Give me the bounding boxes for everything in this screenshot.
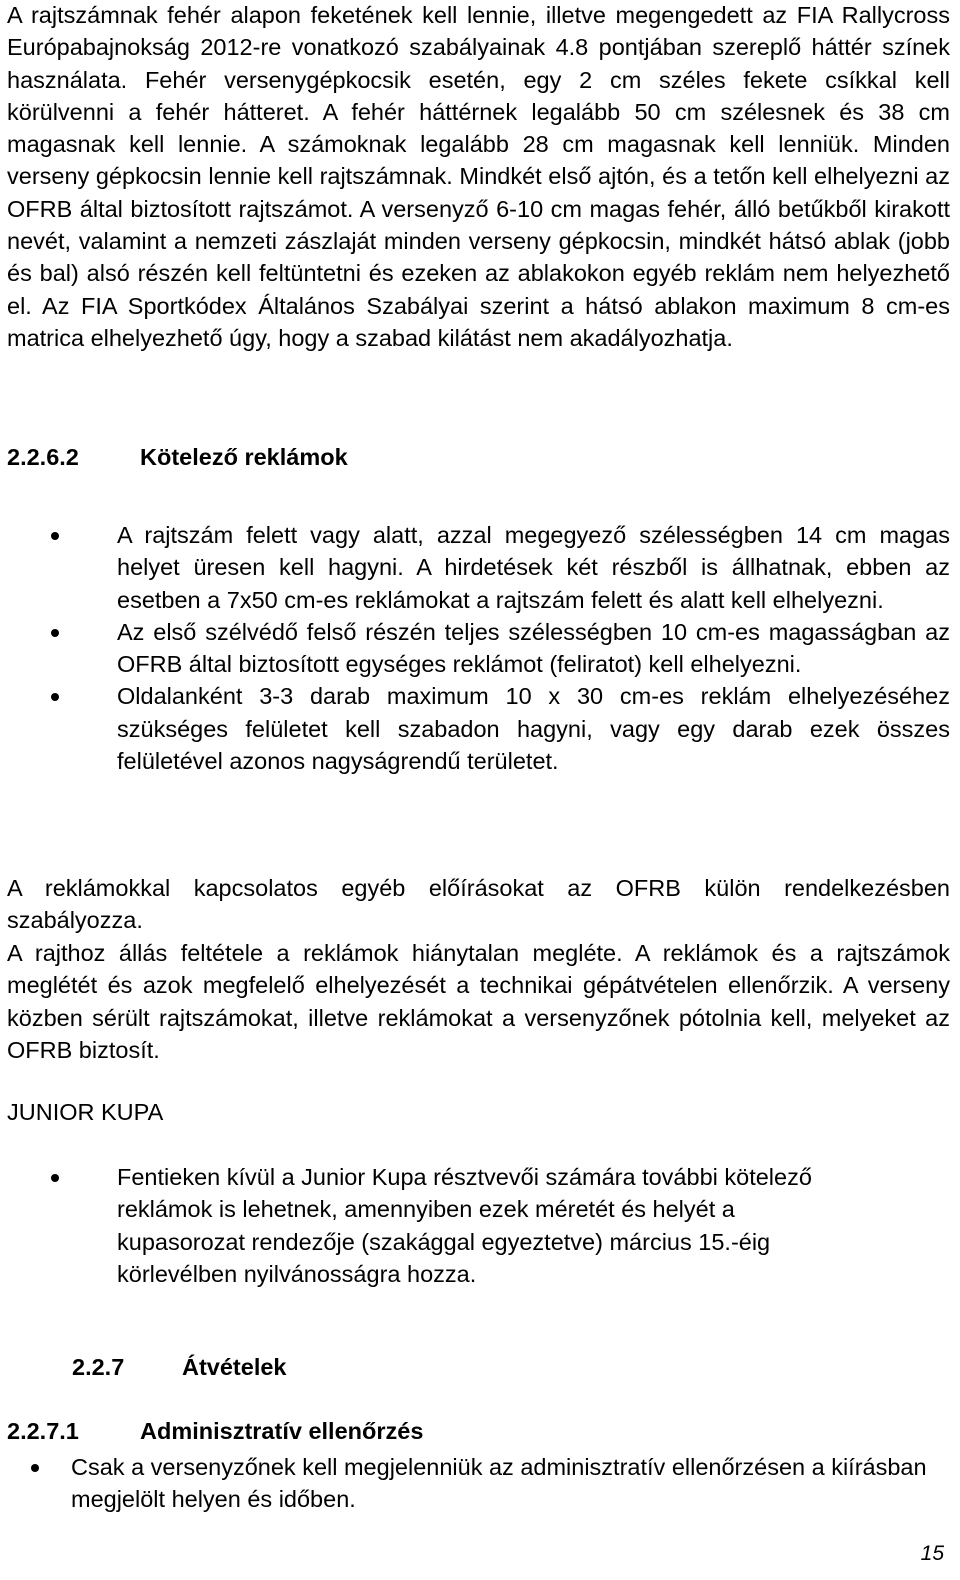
bullet-icon [51,532,59,540]
section-title: Kötelező reklámok [140,444,348,470]
bullet-icon [31,1464,39,1472]
section-heading-2271 [7,1415,423,1447]
list-item-text: Az első szélvédő felső részén teljes szélességben 10 cm-es magasságban az OFRB által biztosított egységes reklámot (feliratot) kell elhelyezni. [117,618,950,678]
bullet-list-reklamok [7,519,950,777]
list-item-text: Fentieken kívül a Junior Kupa résztvevői számára további kötelező reklámok is lehetnek, amennyiben ezek méretét és helyét a kupasorozat rendezője (szakággal egyeztetve) március 15.-éig körlevélben nyilvánosságra hozza. [117,1164,812,1287]
list-item-text: Csak a versenyzőnek kell megjelenniük az adminisztratív ellenőrzésen a kiírásban megjelölt helyen és időben. [71,1454,927,1513]
list-item-text: Oldalanként 3-3 darab maximum 10 x 30 cm-es reklám elhelyezéséhez szükséges felületet kell szabadon hagyni, vagy egy darab ezek összes felületével azonos nagyságrendű területet. [117,683,950,775]
list-item [7,616,950,681]
list-item [7,1161,867,1290]
intro-paragraph: A rajtszámnak fehér alapon feketének kell lennie, illetve megengedett az FIA Rallycross Európabajnokság 2012-re vonatkozó szabályainak 4.8 pontjában szereplő háttér színek használata. Fehér versenygépkocsik esetén, egy 2 cm széles fekete csíkkal kell körülvenni a fehér hátteret. A fehér háttérnek legalább 50 cm szélesnek és 38 cm magasnak kell lennie. A számoknak legalább 28 cm magasnak kell lenniük. Minden verseny gépkocsin lennie kell rajtszámnak. Mindkét első ajtón, és a tetőn kell elhelyezni az OFRB által biztosított rajtszámot. A versenyző 6-10 cm magas fehér, álló betűkből kirakott nevét, valamint a nemzeti zászlaját minden verseny gépkocsin, mindkét hátsó ablak (jobb és bal) alsó részén kell feltüntetni és ezeken az ablakokon egyéb reklám nem helyezhető el. Az FIA Sportkódex Általános Szabályai szerint a hátsó ablakon maximum 8 cm-es matrica elhelyezhető úgy, hogy a szabad kilátást nem akadályozhatja. [7,2,950,351]
junior-heading: JUNIOR KUPA [7,1099,164,1125]
section-heading-227 [72,1351,287,1383]
list-item [7,680,950,777]
list-item [7,519,950,616]
bullet-list-junior [7,1161,867,1290]
section-title: Adminisztratív ellenőrzés [140,1418,424,1444]
paragraph-reklam-rules: A reklámokkal kapcsolatos egyéb előírásokat az OFRB külön rendelkezésben szabályozza. [7,875,950,934]
section-number: 2.2.7 [72,1354,125,1380]
section-title: Átvételek [182,1354,287,1380]
bullet-icon [51,629,59,637]
paragraph-reklam-requirements: A rajthoz állás feltétele a reklámok hiánytalan megléte. A reklámok és a rajtszámok meglétét és azok megfelelő elhelyezését a technikai gépátvételen ellenőrzik. A verseny közben sérült rajtszámokat, illetve reklámokat a versenyzőnek pótolnia kell, melyeket az OFRB biztosít. [7,940,950,1063]
bullet-icon [51,1174,59,1182]
bullet-list-admin [7,1451,950,1516]
page-number: 15 [920,1541,944,1565]
list-item [7,1451,950,1516]
section-number: 2.2.6.2 [7,444,79,470]
section-heading-2262 [7,441,348,473]
bullet-icon [51,693,59,701]
list-item-text: A rajtszám felett vagy alatt, azzal megegyező szélességben 14 cm magas helyet üresen kell hagyni. A hirdetések két részből is állhatnak, ebben az esetben a 7x50 cm-es reklámokat a rajtszám felett és alatt kell elhelyezni. [117,522,950,613]
section-number: 2.2.7.1 [7,1418,79,1444]
